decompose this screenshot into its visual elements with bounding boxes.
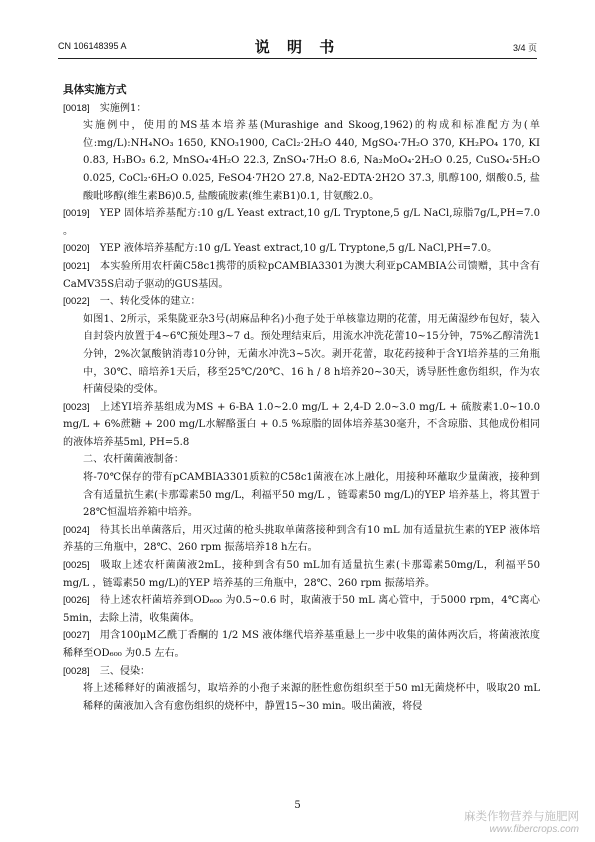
paragraph-text: 上述YI培养基组成为MS + 6-BA 1.0~2.0 mg/L + 2,4-D 2.0~3.0 mg/L + 硫胺素1.0~10.0 mg/L + 6%蔗糖 + 200 mg/L水解酪蛋白 + 0.5 %琼脂的固体培养基30毫升，不含琼脂、其他成份相同的液体培养基5ml, PH=5.8 (63, 401, 540, 448)
paragraph (63, 293, 540, 311)
paragraph (63, 100, 540, 118)
document-title: 说 明 书 (254, 38, 341, 56)
paragraph (63, 451, 540, 469)
header-rule (58, 58, 537, 59)
paragraph-number: [0019] (63, 208, 90, 220)
paragraph-number: [0028] (63, 665, 90, 677)
paragraph (63, 258, 540, 293)
paragraph-text: 实施例中，使用的MS基本培养基(Murashige and Skoog,1962)的构成和标准配方为(单位:mg/L):NH₄NO₃ 1650, KNO₃1900, CaCl₂·2H₂O 440, MgSO₄·7H₂O 370, KH₂PO₄ 170, KI 0.83, H₃BO₃ 6.2, MnSO₄·4H₂O 22.3, ZnSO₄·7H₂O 8.6, Na₂MoO₄·2H₂O 0.25, CuSO₄·5H₂O 0.025, CoCl₂·6H₂O 0.025, FeSO4·7H2O 27.8, Na2-EDTA·2H2O 37.3, 肌醇100, 烟酸0.5, 盐酸吡哆醇(维生素B6)0.5, 盐酸硫胺素(维生素B1)0.1, 甘氨酸2.0。 (83, 120, 540, 202)
paragraph (63, 117, 540, 205)
paragraph-text: 实施例1： (99, 102, 147, 114)
paragraph-text: 将上述稀释好的菌液摇匀，取培养的小孢子来源的胚性愈伤组织至于50 ml无菌烧杯中，吸取20 mL 稀释的菌液加入含有愈伤组织的烧杯中，静置15~30 min。吸出菌液，将侵 (83, 683, 540, 712)
page-number: 5 (294, 800, 301, 811)
paragraph-text: 将-70℃保存的带有pCAMBIA3301质粒的C58c1菌液在冰上融化，用接种环蘸取少量菌液，接种到含有适量抗生素(卡那霉素50 mg/L，利福平50 mg/L ，链霉素50 mg/L)的YEP 培养基上，将其置于28℃恒温培养箱中培养。 (83, 472, 540, 519)
paragraph-number: [0020] (63, 243, 90, 255)
paragraph (63, 240, 540, 258)
watermark-url: www.fibercrops.com (489, 824, 579, 835)
paragraph-text: 吸取上述农杆菌菌液2mL，接种到含有50 mL加有适量抗生素(卡那霉素50mg/L，利福平50 mg/L ，链霉素50 mg/L)的YEP 培养基的三角瓶中，28℃、260 rpm 振荡培养。 (63, 560, 540, 589)
paragraph (63, 399, 540, 452)
paragraph-text: 三、侵染： (99, 665, 151, 677)
paragraph-text: 待上述农杆菌培养到OD₆₀₀ 为0.5~0.6 时，取菌液于50 mL 离心管中，于5000 rpm，4℃离心5min，去除上清，收集菌体。 (63, 595, 540, 624)
paragraph (63, 205, 540, 240)
watermark-site-name: 麻类作物营养与施肥网 (464, 811, 579, 823)
paragraph (63, 592, 540, 627)
paragraph (63, 557, 540, 592)
paragraph-number: [0021] (63, 260, 90, 272)
paragraph-text: YEP 固体培养基配方:10 g/L Yeast extract,10 g/L Tryptone,5 g/L NaCl,琼脂7g/L,PH=7.0 。 (63, 208, 540, 237)
paragraph (63, 311, 540, 399)
paragraph-number: [0027] (63, 630, 90, 642)
paragraph-text: 一、转化受体的建立： (99, 296, 201, 308)
paragraph-text: 本实验所用农杆菌C58c1携带的质粒pCAMBIA3301为澳大利亚pCAMBIA公司馈赠，其中含有CaMV35S启动子驱动的GUS基因。 (63, 260, 540, 290)
paragraph-number: [0024] (63, 524, 90, 536)
document-body (63, 82, 540, 715)
paragraph (63, 469, 540, 522)
paragraph-number: [0025] (63, 560, 90, 572)
paragraph-list (63, 100, 540, 716)
paragraph (63, 663, 540, 681)
paragraph-text: 用含100μM乙酰丁香酮的 1/2 MS 液体继代培养基重悬上一步中收集的菌体两次后，将菌液浓度稀释至OD₆₀₀ 为0.5 左右。 (63, 630, 540, 659)
page-indicator: 3/4 页 (512, 43, 537, 53)
paragraph-text: YEP 液体培养基配方:10 g/L Yeast extract,10 g/L Tryptone,5 g/L NaCl,PH=7.0。 (99, 243, 498, 255)
paragraph (63, 522, 540, 557)
paragraph-text: 二、农杆菌菌液制备： (83, 454, 184, 466)
paragraph-number: [0022] (63, 296, 90, 308)
section-title: 具体实施方式 (63, 84, 127, 96)
paragraph-number: [0026] (63, 595, 90, 607)
paragraph-text: 待其长出单菌落后，用灭过菌的枪头挑取单菌落接种到含有10 mL 加有适量抗生素的YEP 液体培养基的三角瓶中，28℃、260 rpm 振荡培养18 h左右。 (63, 524, 540, 554)
watermark (464, 808, 579, 835)
paragraph (63, 680, 540, 715)
paragraph-text: 如图1、2所示，采集陇亚杂3号(胡麻品种名)小孢子处于单核靠边期的花蕾，用无菌湿纱布包好，装入自封袋内放置于4~6℃预处理3~7 d。预处理结束后，用流水冲洗花蕾10~15分钟，75%乙醇清洗1分钟，2%次氯酸钠消毒10分钟，无菌水冲洗3~5次。剥开花蕾，取花药接种于含YI培养基的三角瓶中，30℃、暗培养1天后，移至25℃/20℃、16 h / 8 h培养20~30天，诱导胚性愈伤组织，作为农杆菌侵染的受体。 (83, 313, 540, 396)
paragraph-number: [0023] (63, 401, 90, 413)
publication-number: CN 106148395 A (58, 41, 127, 51)
paragraph-number: [0018] (63, 102, 90, 114)
page-header (58, 38, 537, 56)
paragraph (63, 627, 540, 662)
